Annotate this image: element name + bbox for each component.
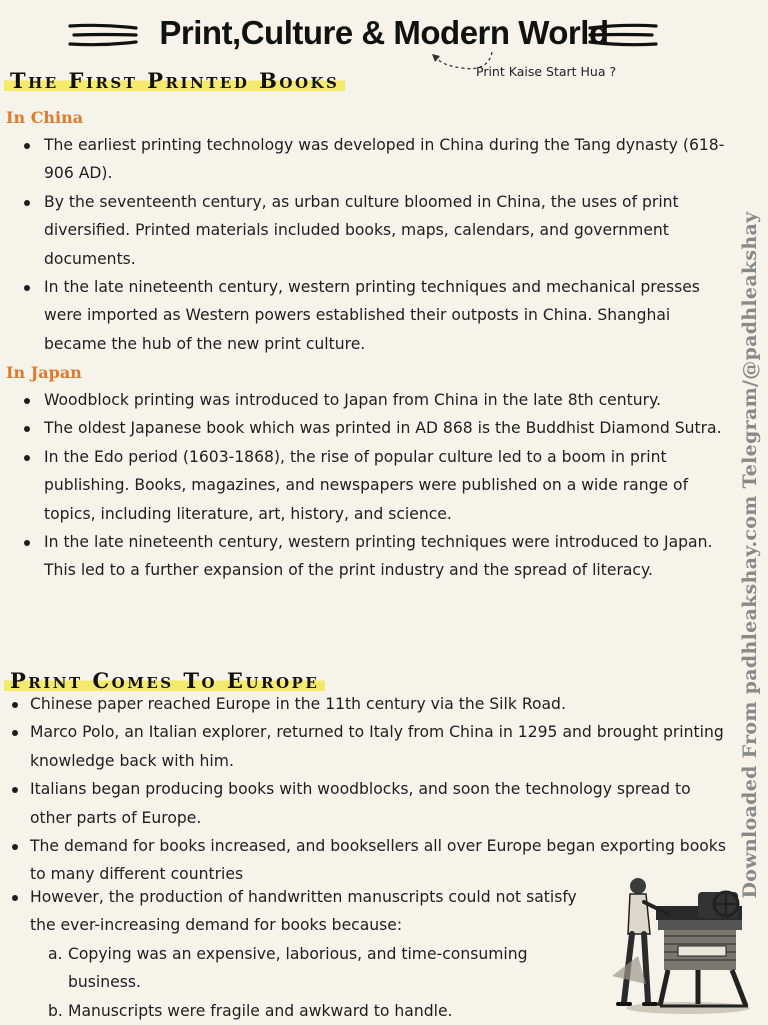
japan-list [44,386,736,585]
reason-marker: b. [48,1001,63,1020]
reason-marker: a. [48,945,63,963]
list-item: By the seventeenth century, as urban culture bloomed in China, the uses of print diversified. Printed materials included books, maps, calendars, and government documents. [44,188,734,273]
printing-press-illustration [598,872,758,1020]
subheading-in-japan: In Japan [6,363,82,382]
section-heading-first-printed-books: The First Printed Books [4,68,345,93]
europe-list-continued [30,883,590,940]
title-row [0,10,768,60]
side-watermark-text: Downloaded From padhleakshay.com Telegram/@padhleakshay [739,211,761,899]
title-subnote: Print Kaise Start Hua ? [476,64,617,79]
title-decoration-right-icon [588,22,658,48]
list-item: The earliest printing technology was developed in China during the Tang dynasty (618-906 AD). [44,131,734,188]
section-heading-print-comes-to-europe: Print Comes To Europe [4,668,325,693]
china-list [44,131,734,358]
reason-text: Copying was an expensive, laborious, and time-consuming business. [68,945,528,992]
page-title: Print,Culture & Modern World [159,14,609,51]
reason-text: Manuscripts were fragile and awkward to handle. [68,1001,453,1020]
reason-item [48,997,598,1025]
europe-list [30,690,730,889]
reasons-list [48,940,598,1025]
list-item: In the Edo period (1603-1868), the rise of popular culture led to a boom in print publishing. Books, magazines, and newspapers were published on a wide range of topics, including literature, art, history, and science. [44,443,736,528]
list-item: The oldest Japanese book which was printed in AD 868 is the Buddhist Diamond Sutra. [44,414,736,442]
list-item: In the late nineteenth century, western printing techniques were introduced to Japan. This led to a further expansion of the print industry and the spread of literacy. [44,528,736,585]
reason-item [48,940,598,997]
list-item: However, the production of handwritten manuscripts could not satisfy the ever-increasing demand for books because: [30,883,590,940]
list-item: Marco Polo, an Italian explorer, returned to Italy from China in 1295 and brought printing knowledge back with him. [30,718,730,775]
subheading-in-china: In China [6,108,84,127]
list-item: Italians began producing books with woodblocks, and soon the technology spread to other parts of Europe. [30,775,730,832]
list-item: Chinese paper reached Europe in the 11th century via the Silk Road. [30,690,730,718]
list-item: In the late nineteenth century, western printing techniques and mechanical presses were imported as Western powers established their outposts in China. Shanghai became the hub of the new print culture. [44,273,734,358]
list-item: The demand for books increased, and booksellers all over Europe began exporting books to many different countries [30,832,730,889]
list-item: Woodblock printing was introduced to Japan from China in the late 8th century. [44,386,736,414]
